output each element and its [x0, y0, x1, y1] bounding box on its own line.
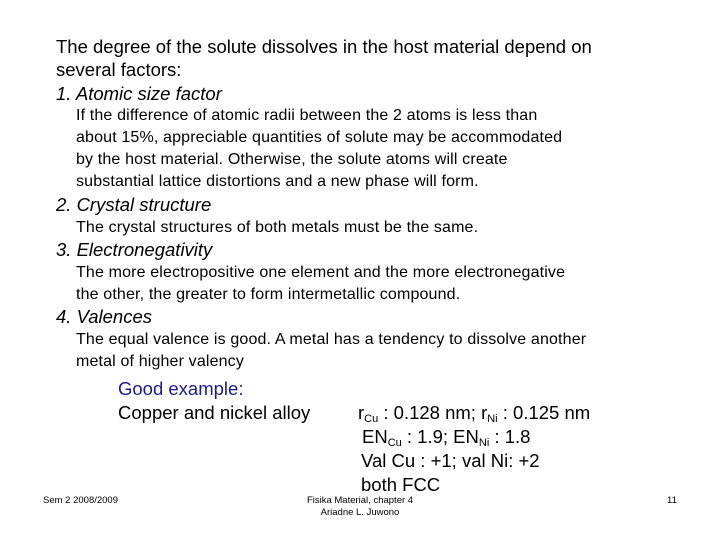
factor-4-line: metal of higher valency — [76, 353, 244, 370]
example-label: Good example: — [118, 378, 244, 399]
radius-cu-subscript: Cu — [364, 413, 379, 425]
page-number: 11 — [667, 495, 677, 506]
valence-values: Val Cu : +1; val Ni: +2 — [361, 450, 540, 471]
en-ni-subscript: Ni — [478, 437, 490, 449]
intro-text — [56, 36, 592, 81]
factor-1-heading: 1. Atomic size factor — [56, 83, 222, 104]
intro-line-2: several factors: — [56, 58, 182, 80]
atomic-radius-values — [358, 401, 590, 425]
radius-r-label: r — [358, 402, 365, 423]
factor-3-heading: 3. Electronegativity — [56, 239, 213, 260]
footer-course: Fisika Material, chapter 4 — [306, 495, 414, 506]
factor-4-body — [76, 329, 586, 373]
factor-4-heading: 4. Valences — [56, 306, 152, 327]
footer-semester: Sem 2 2008/2009 — [43, 495, 119, 506]
en-label: EN — [362, 426, 388, 447]
factor-4-line: The equal valence is good. A metal has a tendency to dissolve another — [76, 331, 587, 348]
example-alloy: Copper and nickel alloy — [118, 402, 311, 423]
intro-line-1: The degree of the solute dissolves in the host material depend on — [56, 36, 592, 57]
en-cu-value: : 1.9; EN — [401, 426, 479, 447]
factor-1-line: If the difference of atomic radii between the 2 atoms is less than — [76, 107, 538, 124]
factor-1-body — [76, 105, 562, 193]
radius-cu-value: : 0.128 nm; r — [378, 402, 488, 423]
factor-1-line: substantial lattice distortions and a new phase will form. — [76, 173, 479, 190]
crystal-structure-value: both FCC — [361, 474, 441, 495]
factor-2-heading: 2. Crystal structure — [56, 194, 212, 215]
en-ni-value: : 1.8 — [489, 426, 531, 447]
footer-author: Ariadne L. Juwono — [320, 507, 400, 518]
radius-ni-value: : 0.125 nm — [497, 402, 591, 423]
factor-2-body — [76, 217, 478, 239]
factor-3-line: The more electropositive one element and the more electronegative — [76, 264, 566, 281]
footer-center — [300, 495, 420, 519]
factor-3-body — [76, 262, 565, 306]
radius-ni-subscript: Ni — [487, 413, 498, 425]
factor-1-line: about 15%, appreciable quantities of solute may be accommodated — [76, 129, 563, 146]
factor-3-line: the other, the greater to form intermetallic compound. — [76, 286, 461, 303]
en-cu-subscript: Cu — [387, 437, 402, 449]
factor-1-line: by the host material. Otherwise, the solute atoms will create — [76, 151, 508, 168]
factor-2-line: The crystal structures of both metals must be the same. — [76, 219, 479, 236]
electronegativity-values — [362, 425, 530, 449]
